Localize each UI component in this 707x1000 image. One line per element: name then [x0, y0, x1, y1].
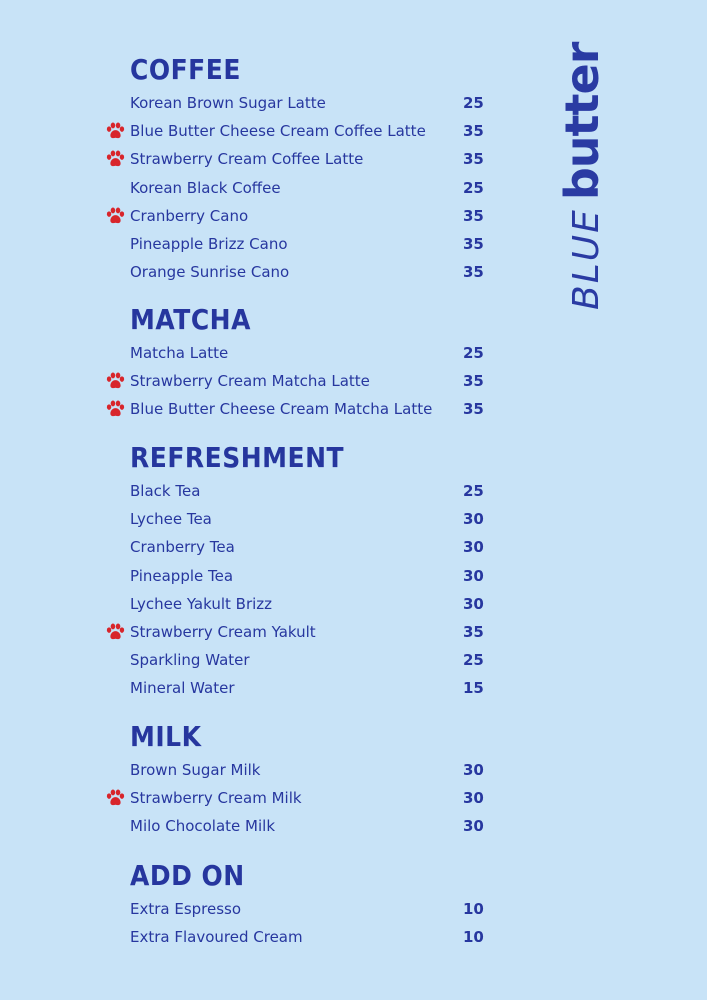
paw-icon [106, 150, 125, 168]
paw-icon [106, 400, 125, 418]
menu-item [0, 676, 707, 700]
menu-item [0, 897, 707, 921]
brand-word-blue: BLUE [566, 208, 607, 310]
menu-item-price: 35 [463, 372, 484, 391]
menu-item-name: Korean Brown Sugar Latte [130, 94, 326, 112]
menu-item-price: 35 [463, 400, 484, 419]
menu-item [0, 479, 707, 503]
menu-item-price: 30 [463, 538, 484, 557]
menu-item-name: Strawberry Cream Yakult [130, 623, 316, 641]
section-title-matcha: MATCHA [130, 303, 251, 336]
menu-item-name: Extra Flavoured Cream [130, 928, 303, 947]
menu-item [0, 786, 707, 810]
menu-item-price: 35 [463, 235, 484, 253]
menu-item-name: Pineapple Tea [130, 566, 234, 585]
menu-item-price: 35 [463, 263, 484, 282]
paw-icon [106, 122, 125, 140]
menu-item-name: Black Tea [130, 482, 201, 500]
menu-item [0, 341, 707, 365]
paw-icon [106, 789, 125, 807]
menu-item-name: Cranberry Cano [130, 206, 249, 225]
menu-item-price: 30 [463, 817, 484, 836]
menu-item-name: Blue Butter Cheese Cream Matcha Latte [130, 400, 433, 419]
menu-item [0, 648, 707, 672]
menu-item-price: 25 [463, 482, 484, 500]
menu-item-name: Pineapple Brizz Cano [130, 235, 288, 253]
menu-item-name: Lychee Yakult Brizz [130, 594, 273, 613]
menu-item-name: Strawberry Cream Milk [130, 789, 302, 808]
section-title-refreshment: REFRESHMENT [130, 441, 345, 474]
menu-item [0, 620, 707, 644]
menu-item-name: Strawberry Cream Matcha Latte [130, 372, 370, 391]
menu-item [0, 925, 707, 949]
menu-item-name: Orange Sunrise Cano [130, 263, 290, 282]
section-title-milk: MILK [130, 720, 202, 753]
menu-item-price: 25 [463, 344, 484, 362]
menu-item-price: 15 [463, 679, 484, 698]
menu-item-name: Strawberry Cream Coffee Latte [130, 150, 364, 169]
brand-logo [555, 42, 609, 310]
menu-item [0, 592, 707, 616]
menu-item [0, 564, 707, 588]
menu-item-price: 35 [463, 150, 484, 169]
menu-item-price: 30 [463, 594, 484, 613]
menu-item [0, 397, 707, 421]
menu-item-name: Brown Sugar Milk [130, 761, 261, 779]
menu-item-price: 35 [463, 623, 484, 641]
menu-item [0, 814, 707, 838]
menu-item-name: Milo Chocolate Milk [130, 817, 276, 836]
menu-item-name: Korean Black Coffee [130, 178, 281, 197]
menu-item [0, 369, 707, 393]
menu-item-price: 30 [463, 566, 484, 585]
menu-item [0, 507, 707, 531]
menu-item-price: 10 [463, 928, 484, 947]
menu-item-price: 10 [463, 900, 484, 918]
menu-item-name: Lychee Tea [130, 510, 212, 529]
menu-item-price: 30 [463, 510, 484, 529]
menu-item-name: Blue Butter Cheese Cream Coffee Latte [130, 122, 426, 141]
menu-item-name: Sparkling Water [130, 651, 250, 670]
brand-word-butter: butter [555, 42, 609, 201]
menu-item-name: Mineral Water [130, 679, 235, 698]
menu-item [0, 535, 707, 559]
section-title-add-on: ADD ON [130, 859, 245, 892]
paw-icon [106, 207, 125, 225]
menu-item-price: 30 [463, 789, 484, 808]
menu-item [0, 758, 707, 782]
menu-item-price: 25 [463, 651, 484, 670]
menu-item-price: 25 [463, 178, 484, 197]
menu-item-price: 30 [463, 761, 484, 779]
menu-item-name: Matcha Latte [130, 344, 229, 362]
menu-item-name: Cranberry Tea [130, 538, 235, 557]
menu-item-price: 35 [463, 206, 484, 225]
section-title-coffee: COFFEE [130, 53, 241, 86]
menu-item-name: Extra Espresso [130, 900, 242, 918]
paw-icon [106, 623, 125, 641]
menu-item-price: 35 [463, 122, 484, 141]
paw-icon [106, 372, 125, 390]
menu-item-price: 25 [463, 94, 484, 112]
